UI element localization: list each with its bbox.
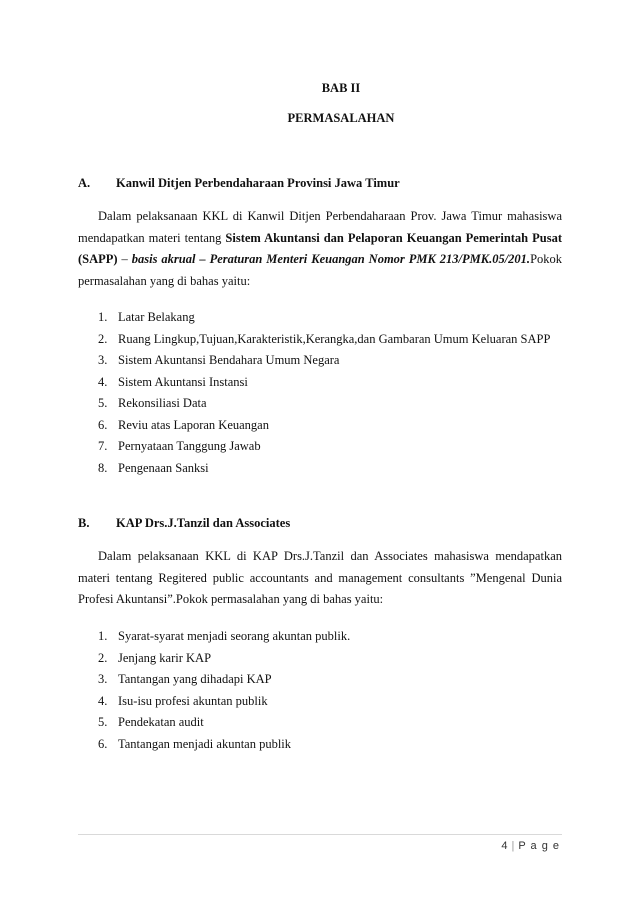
list-item-text: Pernyataan Tanggung Jawab xyxy=(118,439,261,453)
chapter-title: PERMASALAHAN xyxy=(287,111,395,125)
section-b-title: KAP Drs.J.Tanzil dan Associates xyxy=(116,516,291,530)
list-item xyxy=(98,329,562,351)
section-b-letter: B. xyxy=(78,516,90,530)
list-item-text: Syarat-syarat menjadi seorang akuntan publik. xyxy=(118,629,351,643)
list-item-number: 3. xyxy=(98,672,108,686)
list-item xyxy=(98,648,562,670)
section-b-paragraph xyxy=(78,546,562,611)
list-item-number: 7. xyxy=(98,439,108,453)
page-footer xyxy=(501,840,560,852)
list-item-number: 1. xyxy=(98,310,108,324)
list-item xyxy=(98,458,562,480)
list-item-number: 3. xyxy=(98,353,108,367)
section-a-letter: A. xyxy=(78,176,91,190)
footer-divider xyxy=(78,834,562,835)
section-a-paragraph xyxy=(78,206,562,292)
list-item-text: Pendekatan audit xyxy=(118,715,204,729)
section-b-heading xyxy=(78,516,290,531)
page-label: P a g e xyxy=(518,840,560,852)
section-a-para-intro: Dalam pelaksanaan KKL di Kanwil Ditjen Perbendaharaan Prov. Jawa Timur mahasiswa mendapatkan materi tentang xyxy=(78,209,562,245)
section-b-para-text: Dalam pelaksanaan KKL di KAP Drs.J.Tanzil dan Associates mahasiswa mendapatkan materi tentang Regitered public accountants and management consultants ”Mengenal Dunia Profesi Akuntansi”.Pokok permasalahan yang di bahas yaitu: xyxy=(78,549,562,606)
list-item xyxy=(98,712,562,734)
footer-separator: | xyxy=(511,840,516,852)
section-a-para-dash: – xyxy=(121,252,128,266)
section-a-para-bold: Sistem Akuntansi dan Pelaporan Keuangan Pemerintah Pusat (SAPP) xyxy=(78,230,563,266)
list-item-number: 5. xyxy=(98,396,108,410)
list-item-text: Tantangan menjadi akuntan publik xyxy=(118,736,292,751)
chapter-label: BAB II xyxy=(321,81,361,95)
section-a-para-italic: basis akrual – Peraturan Menteri Keuangan Nomor PMK 213/PMK.05/201. xyxy=(131,252,531,266)
list-item-text: Ruang Lingkup,Tujuan,Karakteristik,Kerangka,dan Gambaran Umum Keluaran SAPP xyxy=(118,331,551,346)
list-item xyxy=(98,626,562,648)
list-item-text: Tantangan yang dihadapi KAP xyxy=(118,672,272,686)
section-b-list xyxy=(98,626,562,755)
list-item xyxy=(98,734,562,756)
list-item-text: Pengenaan Sanksi xyxy=(118,460,209,475)
list-item-number: 6. xyxy=(98,736,108,751)
section-a-title: Kanwil Ditjen Perbendaharaan Provinsi Jawa Timur xyxy=(116,176,400,190)
list-item xyxy=(98,307,562,329)
list-item-number: 2. xyxy=(98,650,108,665)
list-item-text: Reviu atas Laporan Keuangan xyxy=(118,417,269,432)
list-item-number: 1. xyxy=(98,629,108,643)
list-item xyxy=(98,393,562,415)
list-item-number: 2. xyxy=(98,331,108,346)
list-item-text: Isu-isu profesi akuntan publik xyxy=(118,693,268,708)
list-item xyxy=(98,350,562,372)
list-item-number: 6. xyxy=(98,417,108,432)
list-item-number: 4. xyxy=(98,693,108,708)
list-item-text: Rekonsiliasi Data xyxy=(118,396,207,410)
list-item xyxy=(98,372,562,394)
section-a-para-end: Pokok permasalahan yang di bahas yaitu: xyxy=(78,252,563,288)
section-a-heading xyxy=(78,176,400,191)
list-item-number: 4. xyxy=(98,374,108,389)
list-item-text: Jenjang karir KAP xyxy=(118,650,212,665)
page-number: 4 xyxy=(501,840,509,852)
list-item-number: 8. xyxy=(98,460,108,475)
list-item-text: Sistem Akuntansi Bendahara Umum Negara xyxy=(118,353,340,367)
section-a-list xyxy=(98,307,562,479)
list-item-number: 5. xyxy=(98,715,108,729)
list-item xyxy=(98,415,562,437)
list-item xyxy=(98,669,562,691)
list-item xyxy=(98,691,562,713)
list-item xyxy=(98,436,562,458)
list-item-text: Sistem Akuntansi Instansi xyxy=(118,374,248,389)
list-item-text: Latar Belakang xyxy=(118,310,195,324)
